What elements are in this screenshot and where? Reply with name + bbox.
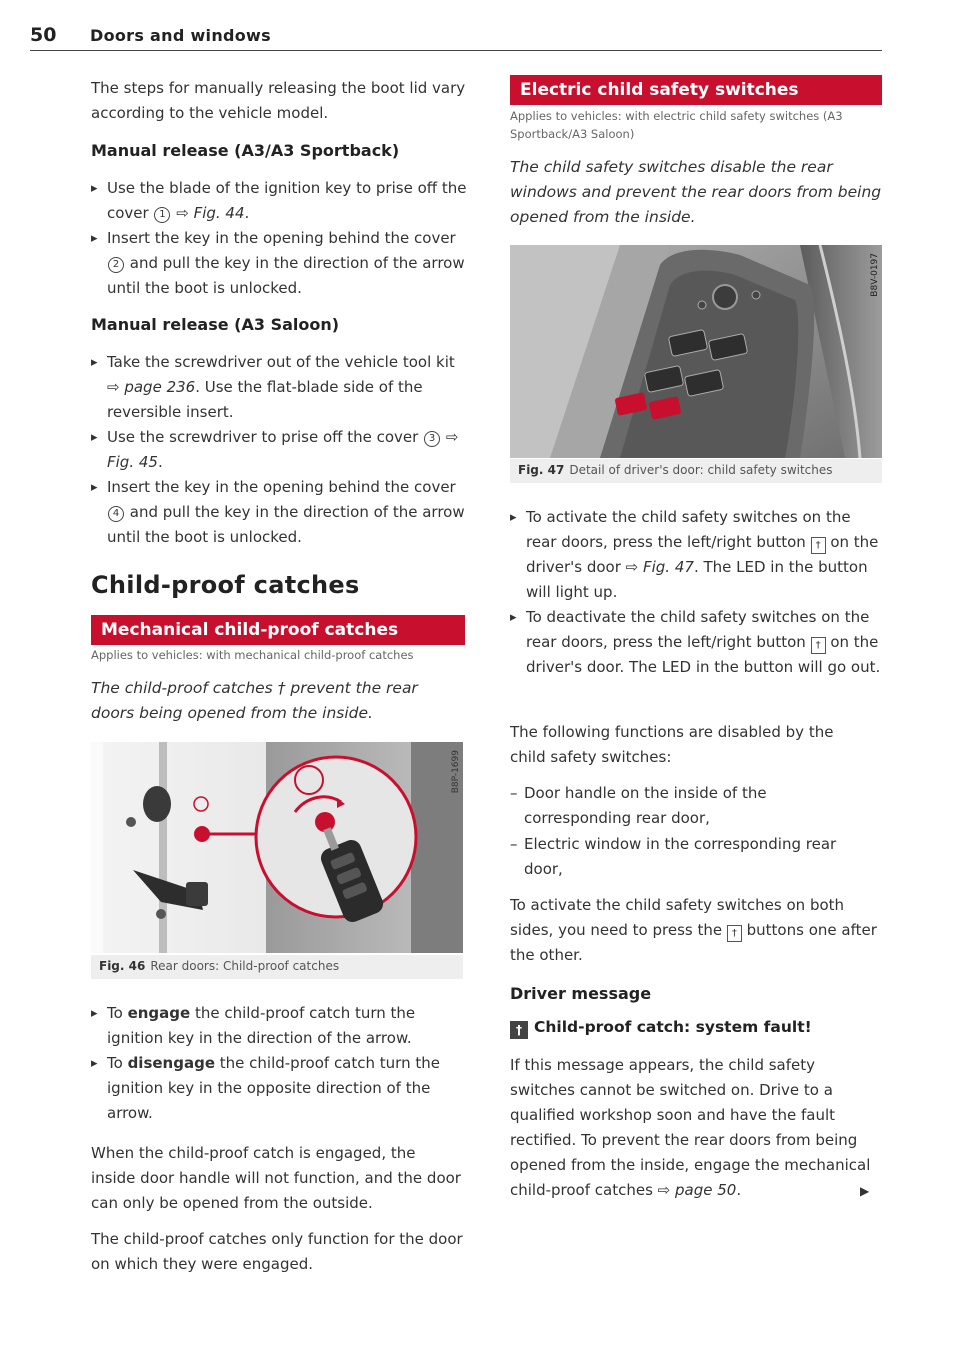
paragraph-both-sides: To activate the child safety switches on both sides, you need to press the † buttons one after the other. [510, 896, 877, 964]
heading-child-proof-catches: Child-proof catches [91, 571, 360, 599]
paragraph-engaged: When the child-proof catch is engaged, the inside door handle will not function, and the door can only be opened from the outside. [91, 1144, 461, 1212]
callout-1: 1 [154, 207, 170, 223]
warning-title: † Child-proof catch: system fault! [510, 1018, 812, 1039]
child-lock-button-icon: † [811, 537, 826, 554]
child-lock-button-icon: † [811, 637, 826, 654]
driver-door-illustration [510, 245, 882, 458]
figure-47 [510, 245, 882, 458]
step-take-screwdriver: ▸ Take the screwdriver out of the vehicle tool kit ⇨ page 236. Use the flat-blade side of the reversible insert. [91, 350, 469, 425]
applies-to-mechanical: Applies to vehicles: with mechanical child-proof catches [91, 648, 414, 662]
figure-46-caption: Fig. 46 Rear doors: Child-proof catches [91, 955, 463, 979]
step-insert-key: ▸ Insert the key in the opening behind the cover 2 and pull the key in the direction of the arrow until the boot is unlocked. [91, 226, 469, 301]
child-lock-button-icon: † [727, 925, 742, 942]
figure-46-id: B8P-1699 [451, 750, 461, 794]
callout-3: 3 [424, 431, 440, 447]
paragraph-fault: If this message appears, the child safety switches cannot be switched on. Drive to a qualified workshop soon and have the fault rectified. To prevent the rear doors from being opened from the inside, engage the mechanical child-proof catches ⇨ page 50. [510, 1056, 871, 1199]
intro-electric: The child safety switches disable the rear windows and prevent the rear doors from being opened from the inside. [510, 158, 882, 226]
step-prise-cover-3: ▸ Use the screwdriver to prise off the cover 3 ⇨ Fig. 45. [91, 425, 469, 475]
section-title: Doors and windows [90, 26, 271, 45]
section-bar-mechanical: Mechanical child-proof catches [91, 615, 465, 645]
list-item-door-handle: – Door handle on the inside of the corresponding rear door, [510, 781, 854, 831]
step-deactivate: ▸ To deactivate the child safety switches on the rear doors, press the left/right button † on the driver's door. The LED in the button will go out. [510, 605, 882, 680]
step-activate: ▸ To activate the child safety switches on the rear doors, press the left/right button † on the driver's door ⇨ Fig. 47. The LED in the button will light up. [510, 505, 882, 605]
intro-paragraph: The steps for manually releasing the boot lid vary according to the vehicle model. [91, 79, 466, 122]
step-insert-key-4: ▸ Insert the key in the opening behind the cover 4 and pull the key in the direction of the arrow until the boot is unlocked. [91, 475, 469, 550]
step-engage: ▸ To engage the child-proof catch turn the ignition key in the direction of the arrow. [91, 1001, 469, 1051]
applies-to-electric: Applies to vehicles: with electric child safety switches (A3 Sportback/A3 Saloon) [510, 109, 843, 141]
continue-arrow-icon: ▶ [860, 1184, 870, 1198]
section-bar-electric: Electric child safety switches [510, 75, 882, 105]
warning-icon: † [510, 1021, 528, 1039]
page-236-link[interactable]: page 236 [124, 378, 196, 396]
figure-47-label: Fig. 47 [518, 463, 565, 477]
heading-driver-message: Driver message [510, 984, 652, 1003]
page-header [30, 22, 882, 51]
fig-47-link[interactable]: Fig. 47 [642, 558, 694, 576]
figure-46-label: Fig. 46 [99, 959, 146, 973]
step-disengage: ▸ To disengage the child-proof catch turn the ignition key in the opposite direction of the arrow. [91, 1051, 469, 1126]
figure-47-id: B8V-0197 [870, 253, 880, 297]
child-lock-icon: † [277, 679, 286, 697]
figure-46 [91, 742, 463, 953]
heading-manual-release-saloon: Manual release (A3 Saloon) [91, 315, 340, 334]
paragraph-disabled-functions: The following functions are disabled by the child safety switches: [510, 723, 834, 766]
fig-44-link[interactable]: Fig. 44 [193, 204, 245, 222]
step-prise-cover: ▸ Use the blade of the ignition key to prise off the cover 1 ⇨ Fig. 44. [91, 176, 469, 226]
page-50-link[interactable]: page 50 [675, 1181, 737, 1199]
paragraph-function: The child-proof catches only function for the door on which they were engaged. [91, 1230, 463, 1273]
callout-2: 2 [108, 257, 124, 273]
rear-door-illustration [91, 742, 463, 953]
callout-4: 4 [108, 506, 124, 522]
list-item-electric-window: – Electric window in the corresponding rear door, [510, 832, 872, 882]
intro-mechanical: The child-proof catches † prevent the rear doors being opened from the inside. [91, 679, 418, 722]
page-number: 50 [30, 24, 57, 46]
heading-manual-release-sportback: Manual release (A3/A3 Sportback) [91, 141, 400, 160]
fig-45-link[interactable]: Fig. 45 [107, 453, 158, 471]
figure-47-caption: Fig. 47 Detail of driver's door: child safety switches [510, 459, 882, 483]
